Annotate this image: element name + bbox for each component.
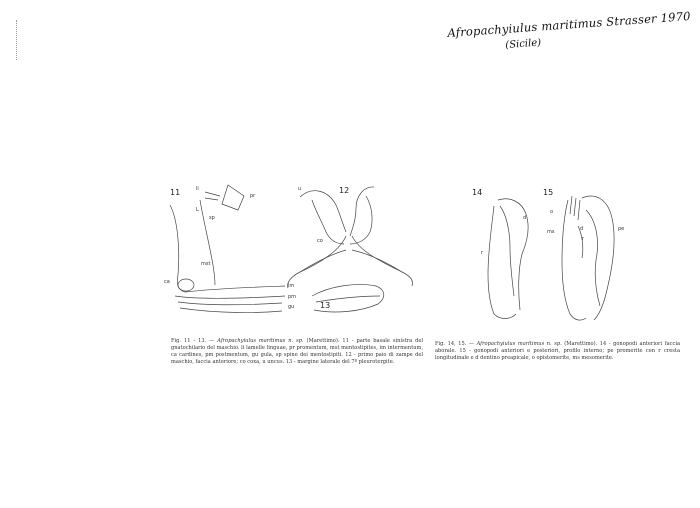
label-d-fig15: d — [580, 226, 584, 232]
label-co: co — [317, 238, 323, 244]
caption-right-lead: Fig. 14, 15. — — [435, 341, 475, 347]
label-sp: sp — [209, 215, 215, 221]
caption-right-species: Afropachyiulus maritimus n. sp. — [476, 341, 562, 347]
caption-figures-11-13 — [171, 338, 423, 366]
label-u: u — [298, 186, 302, 192]
figure-11-number: 11 — [170, 188, 181, 197]
label-im: im — [288, 283, 295, 289]
caption-left-lead: Fig. 11 - 13. — — [171, 338, 215, 344]
label-mst: mst — [201, 261, 211, 267]
caption-figures-14-15 — [435, 341, 680, 362]
label-pr: pr — [250, 193, 256, 199]
label-gu: gu — [288, 304, 295, 310]
figure-12-drawing — [288, 187, 413, 288]
figure-11-drawing — [170, 185, 285, 313]
figure-14-number: 14 — [472, 188, 483, 197]
label-li: li — [196, 186, 199, 192]
caption-left-text: (Marettimo). 11 - parte basale sinistra del gnatochilario del maschio. li lamelle linguae, pr promentum, mst mentostipites, im intermentum, ca cardines, pm postmentum, gu gula, sp spine dei mentostipiti. 12 - primo paio di zampe del maschio, faccia anteriore; co coxa, u uncus. 13 - margine laterale del 7º pleurotergite. — [171, 338, 423, 365]
caption-left-species: Afropachyiulus maritimus n. sp. — [217, 338, 304, 344]
label-o: o — [550, 209, 554, 215]
label-pm: pm — [288, 294, 297, 300]
label-L: L — [196, 207, 199, 213]
label-d-fig14: d — [523, 215, 527, 221]
label-r-fig15: r — [582, 236, 585, 242]
figure-15-number: 15 — [543, 188, 554, 197]
label-pe: pe — [618, 226, 625, 232]
caption-right-text: (Marettimo). 14 - gonopodi anteriori faccia aborale. 15 - gonopodi anteriori e posteriori, profilo interno; pe promerite con r cresta longitudinale e d dentino preapicale, o opistomerite, ms mesomerite. — [435, 341, 680, 361]
label-ms: ms — [547, 229, 555, 235]
handwritten-species-title: Afropachyiulus maritimus Strasser 1970 — [447, 9, 692, 40]
figure-13-number: 13 — [320, 301, 331, 310]
figure-15-drawing — [562, 196, 614, 320]
label-ca: ca — [164, 279, 170, 285]
label-r-fig14: r — [481, 250, 484, 256]
figure-12-number: 12 — [339, 186, 350, 195]
handwritten-locality: (Sicile) — [505, 37, 542, 51]
